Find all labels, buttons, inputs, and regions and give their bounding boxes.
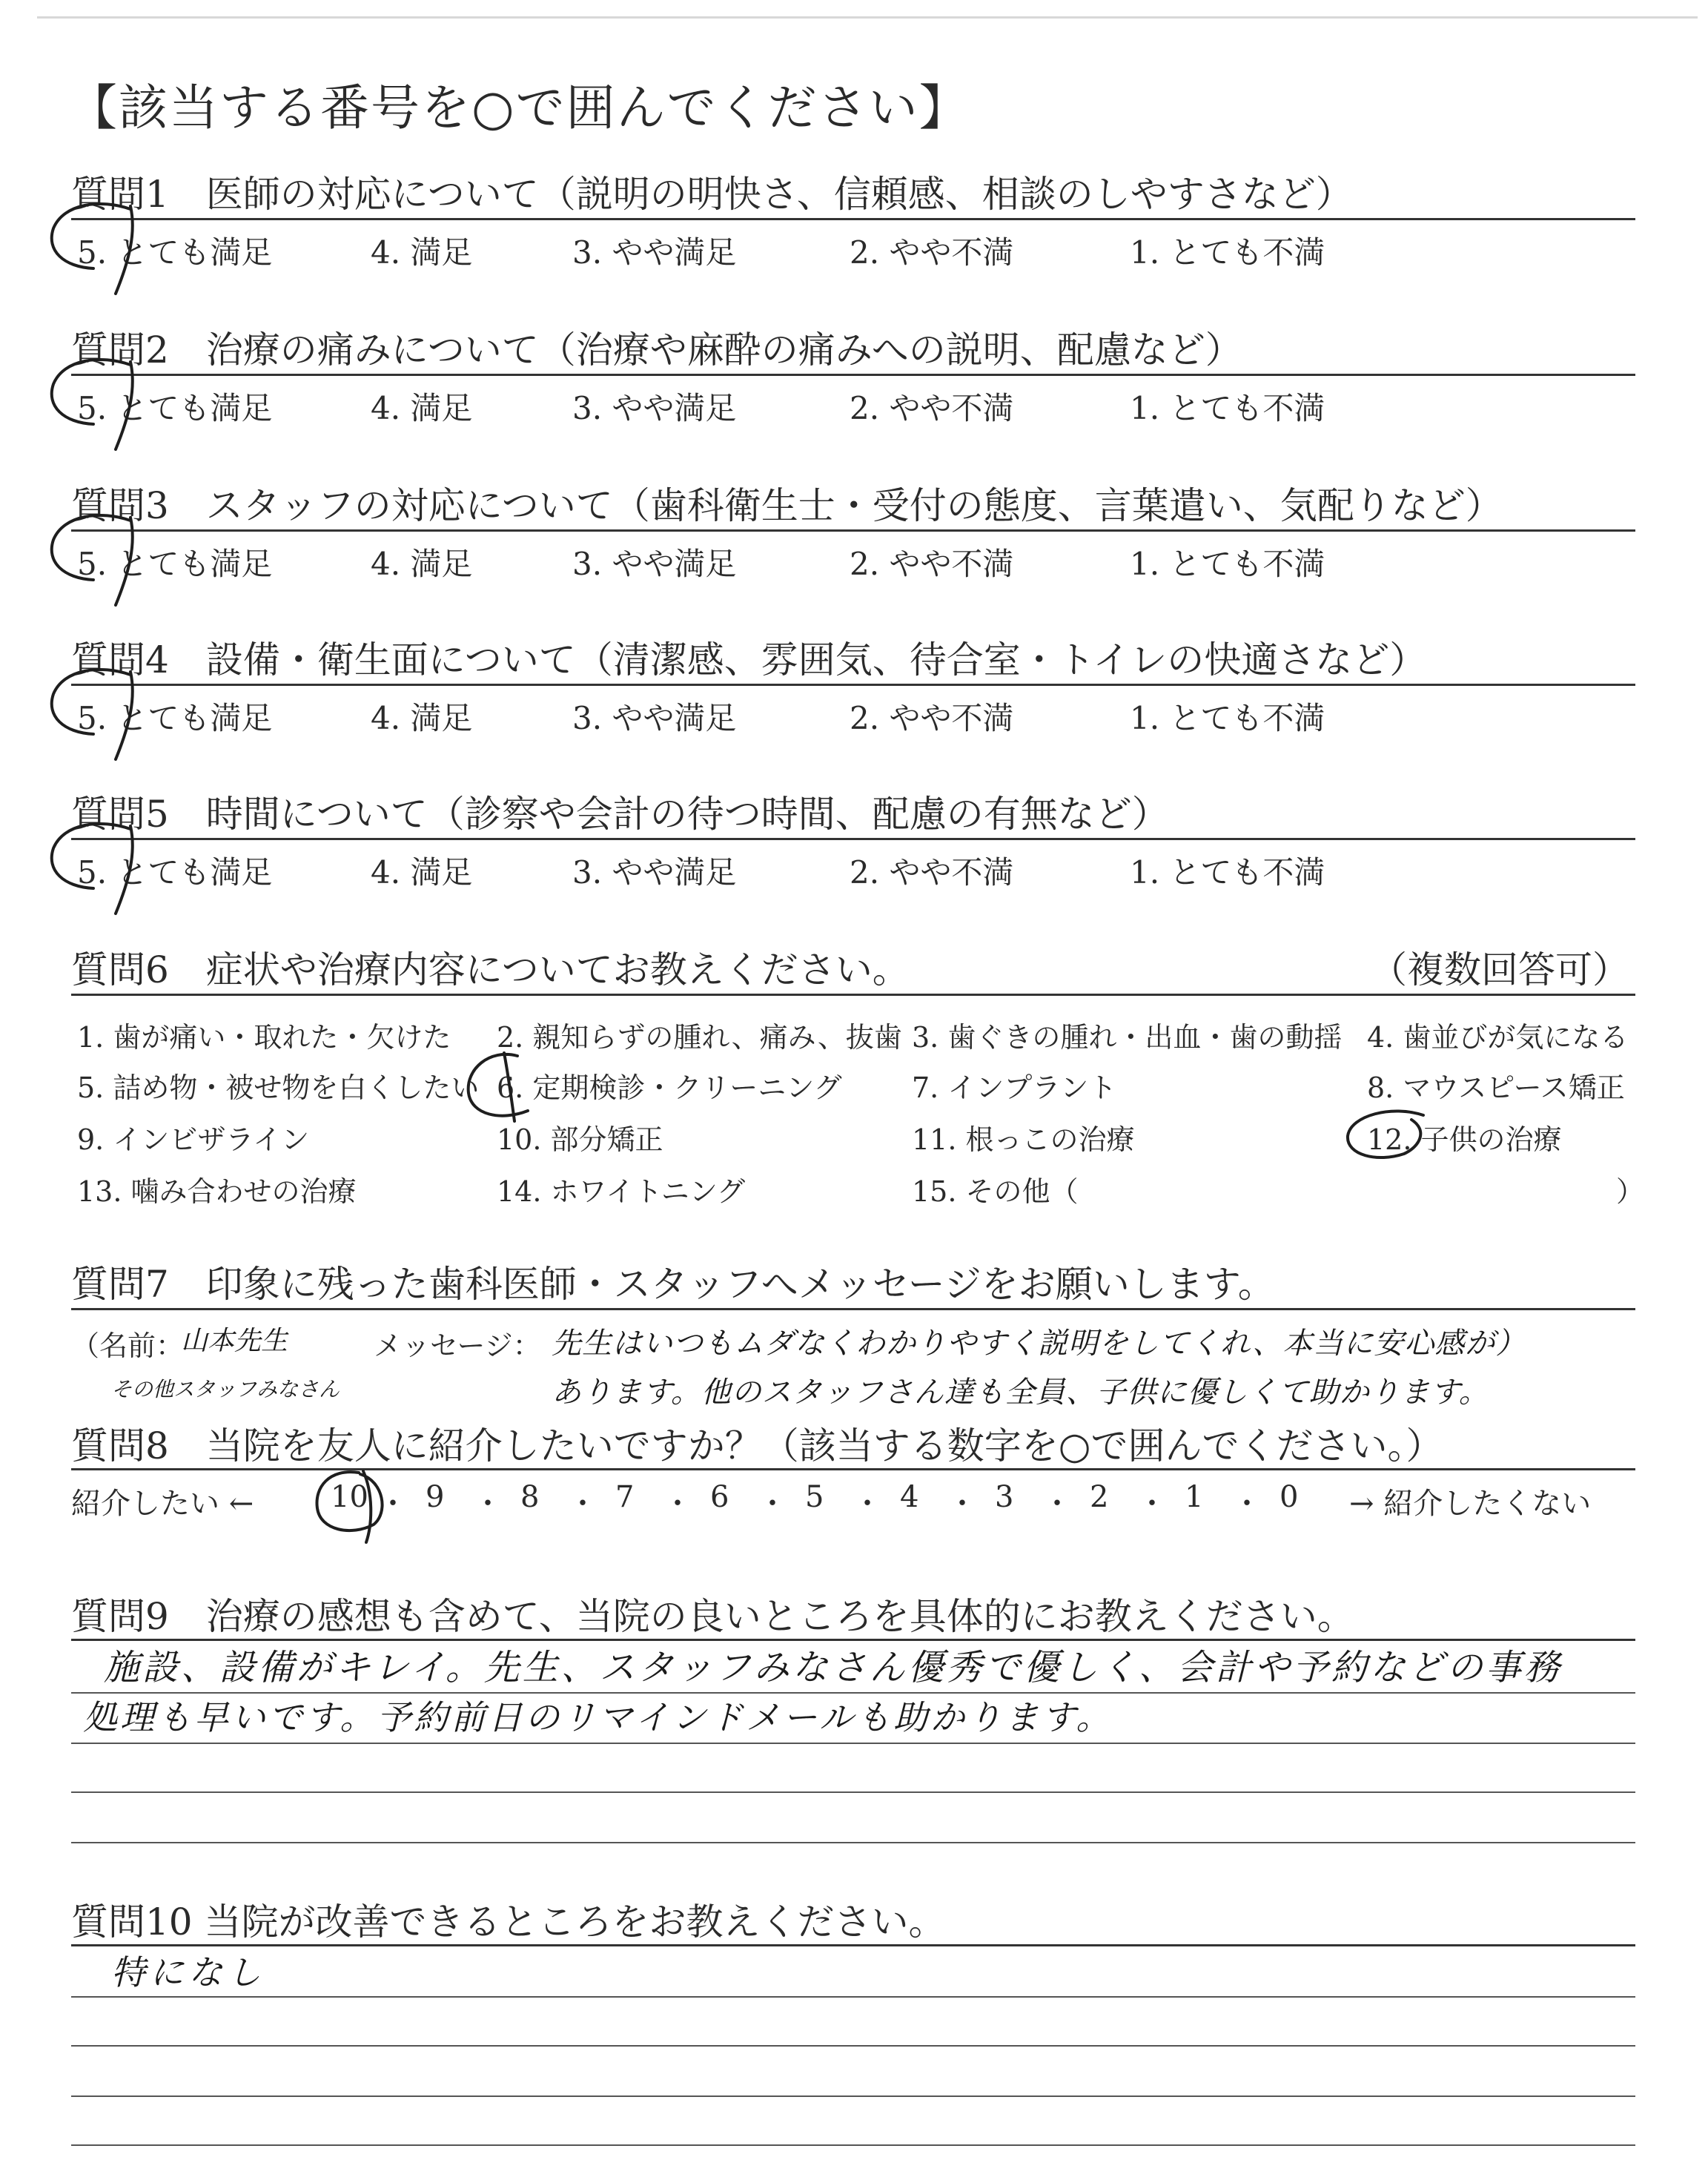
q8-scale-1[interactable]: 1 (1185, 1480, 1204, 1514)
q10-line-2 (71, 2045, 1635, 2047)
q1-option-2[interactable]: 2. やや不満 (850, 234, 1014, 271)
q10-answer[interactable]: 特になし (111, 1952, 265, 1992)
q5-option-4[interactable]: 4. 満足 (371, 854, 473, 891)
q7-name-label: （名前： (71, 1330, 185, 1362)
q2-title: 質問2 治療の痛みについて（治療や麻酔の痛みへの説明、配慮など） (71, 328, 1242, 371)
q3-option-2[interactable]: 2. やや不満 (850, 546, 1014, 582)
q1-rule (71, 218, 1635, 220)
q6-item-9[interactable]: 9. インビザライン (77, 1123, 310, 1156)
q6-item-11[interactable]: 11. 根っこの治療 (912, 1123, 1135, 1156)
q8-scale-2[interactable]: 2 (1090, 1480, 1109, 1514)
q5-title: 質問5 時間について（診察や会計の待つ時間、配慮の有無など） (71, 793, 1169, 836)
q7-name-value2[interactable]: その他スタッフみなさん (111, 1377, 340, 1401)
q6-item-14[interactable]: 14. ホワイトニング (497, 1175, 746, 1208)
q7-message-line2[interactable]: あります。他のスタッフさん達も全員、子供に優しくて助かります。 (552, 1375, 1489, 1410)
q8-right-label: → 紹介したくない (1349, 1487, 1592, 1521)
q1-option-5[interactable]: 5. とても満足 (77, 234, 273, 271)
q9-answer-line2[interactable]: 処理も早いです。予約前日のリマインドメールも助かります。 (83, 1697, 1113, 1737)
q6-item-12-circle-mark (1340, 1100, 1437, 1175)
top-border (37, 16, 1698, 19)
q8-title: 質問8 当院を友人に紹介したいですか？（該当する数字を○で囲んでください。） (71, 1424, 1443, 1467)
q1-option-1[interactable]: 1. とても不満 (1130, 234, 1325, 271)
q4-option-2[interactable]: 2. やや不満 (850, 700, 1014, 736)
q5-option-2[interactable]: 2. やや不満 (850, 854, 1014, 891)
q6-item-12[interactable]: 12. 子供の治療 (1367, 1123, 1562, 1156)
q8-scale-separator: ・ (1137, 1487, 1167, 1521)
q8-scale-10[interactable]: 10 (331, 1480, 368, 1514)
q4-rule (71, 684, 1635, 686)
q8-scale-separator: ・ (1042, 1487, 1072, 1521)
q8-left-label: 紹介したい ← (71, 1487, 254, 1521)
q2-option-1[interactable]: 1. とても不満 (1130, 390, 1325, 426)
q5-option-3[interactable]: 3. やや満足 (572, 854, 737, 891)
q6-item-3[interactable]: 3. 歯ぐきの腫れ・出血・歯の動揺 (912, 1021, 1343, 1054)
q4-title: 質問4 設備・衛生面について（清潔感、雰囲気、待合室・トイレの快適さなど） (71, 638, 1427, 681)
q8-scale-5[interactable]: 5 (805, 1480, 824, 1514)
q7-name-value[interactable]: 山本先生 (181, 1326, 288, 1356)
q1-title: 質問1 医師の対応について（説明の明快さ、信頼感、相談のしやすさなど） (71, 173, 1353, 216)
q4-circle-mark (42, 661, 153, 765)
q9-answer-line1[interactable]: 施設、設備がキレイ。先生、スタッフみなさん優秀で優しく、会計や予約などの事務 (104, 1647, 1563, 1688)
q8-scale-separator: ・ (758, 1487, 787, 1521)
q6-item-4[interactable]: 4. 歯並びが気になる (1367, 1021, 1629, 1054)
q2-option-2[interactable]: 2. やや不満 (850, 390, 1014, 426)
q6-rule (71, 994, 1635, 996)
q8-scale-4[interactable]: 4 (900, 1480, 919, 1514)
q6-item-15[interactable]: 15. その他（ (912, 1175, 1079, 1208)
q8-scale-separator: ・ (1232, 1487, 1262, 1521)
q3-circle-mark (42, 507, 153, 611)
q6-title: 質問6 症状や治療内容についてお教えください。 (71, 948, 910, 991)
q9-title: 質問9 治療の感想も含めて、当院の良いところを具体的にお教えください。 (71, 1595, 1354, 1638)
q10-rule (71, 1944, 1635, 1946)
q3-rule (71, 529, 1635, 532)
q10-line-3 (71, 2095, 1635, 2097)
q9-line-2 (71, 1743, 1635, 1744)
q6-other-close: ） (1616, 1175, 1645, 1208)
q2-option-5[interactable]: 5. とても満足 (77, 390, 273, 426)
q6-note: （複数回答可） (1370, 948, 1629, 991)
q1-circle-mark (42, 196, 153, 300)
q6-item-2[interactable]: 2. 親知らずの腫れ、痛み、抜歯 (497, 1021, 902, 1054)
q7-title: 質問7 印象に残った歯科医師・スタッフへメッセージをお願いします。 (71, 1263, 1275, 1306)
q8-circle-mark (307, 1465, 396, 1547)
q7-message-line1[interactable]: 先生はいつもムダなくわかりやすく説明をしてくれ、本当に安心感が） (552, 1327, 1526, 1361)
q2-option-3[interactable]: 3. やや満足 (572, 390, 737, 426)
q2-rule (71, 374, 1635, 376)
q5-rule (71, 838, 1635, 840)
q5-option-5[interactable]: 5. とても満足 (77, 854, 273, 891)
q4-option-1[interactable]: 1. とても不満 (1130, 700, 1325, 736)
q6-item-5[interactable]: 5. 詰め物・被せ物を白くしたい (77, 1071, 480, 1104)
q9-line-4 (71, 1842, 1635, 1843)
q6-item-10[interactable]: 10. 部分矯正 (497, 1123, 663, 1156)
q6-item-8[interactable]: 8. マウスピース矯正 (1367, 1071, 1625, 1104)
q8-scale-separator: ・ (947, 1487, 977, 1521)
q7-rule (71, 1308, 1635, 1310)
q3-option-3[interactable]: 3. やや満足 (572, 546, 737, 582)
q8-scale-separator: ・ (473, 1487, 503, 1521)
q4-option-4[interactable]: 4. 満足 (371, 700, 473, 736)
q3-title: 質問3 スタッフの対応について（歯科衛生士・受付の態度、言葉遣い、気配りなど） (71, 484, 1503, 527)
q6-item-6[interactable]: 6. 定期検診・クリーニング (497, 1071, 842, 1104)
q6-item-7[interactable]: 7. インプラント (912, 1071, 1117, 1104)
q3-option-4[interactable]: 4. 満足 (371, 546, 473, 582)
q5-option-1[interactable]: 1. とても不満 (1130, 854, 1325, 891)
q6-item-6-circle-mark (460, 1047, 563, 1129)
q1-option-3[interactable]: 3. やや満足 (572, 234, 737, 271)
q6-item-1[interactable]: 1. 歯が痛い・取れた・欠けた (77, 1021, 451, 1054)
q2-option-4[interactable]: 4. 満足 (371, 390, 473, 426)
q8-scale-separator: ・ (378, 1487, 408, 1521)
q10-line-4 (71, 2144, 1635, 2146)
q8-rule (71, 1468, 1635, 1470)
q1-option-4[interactable]: 4. 満足 (371, 234, 473, 271)
q8-scale-separator: ・ (568, 1487, 598, 1521)
page-title: 【該当する番号を○で囲んでください】 (68, 79, 970, 136)
q6-item-13[interactable]: 13. 噛み合わせの治療 (77, 1175, 357, 1208)
q8-scale-7[interactable]: 7 (615, 1480, 635, 1514)
q4-option-3[interactable]: 3. やや満足 (572, 700, 737, 736)
q8-scale-6[interactable]: 6 (710, 1480, 729, 1514)
q8-scale-3[interactable]: 3 (995, 1480, 1014, 1514)
q4-option-5[interactable]: 5. とても満足 (77, 700, 273, 736)
q8-scale-separator: ・ (663, 1487, 692, 1521)
q10-title: 質問10 当院が改善できるところをお教えください。 (71, 1900, 946, 1943)
q3-option-5[interactable]: 5. とても満足 (77, 546, 273, 582)
q5-circle-mark (42, 816, 153, 919)
q10-line-1 (71, 1996, 1635, 1998)
q8-scale-0[interactable]: 0 (1280, 1480, 1299, 1514)
q3-option-1[interactable]: 1. とても不満 (1130, 546, 1325, 582)
q9-line-3 (71, 1791, 1635, 1793)
q8-scale-separator: ・ (853, 1487, 882, 1521)
q7-message-label: メッセージ： (374, 1330, 541, 1362)
q8-scale-9[interactable]: 9 (426, 1480, 445, 1514)
q2-circle-mark (42, 351, 153, 455)
q8-scale-8[interactable]: 8 (520, 1480, 540, 1514)
